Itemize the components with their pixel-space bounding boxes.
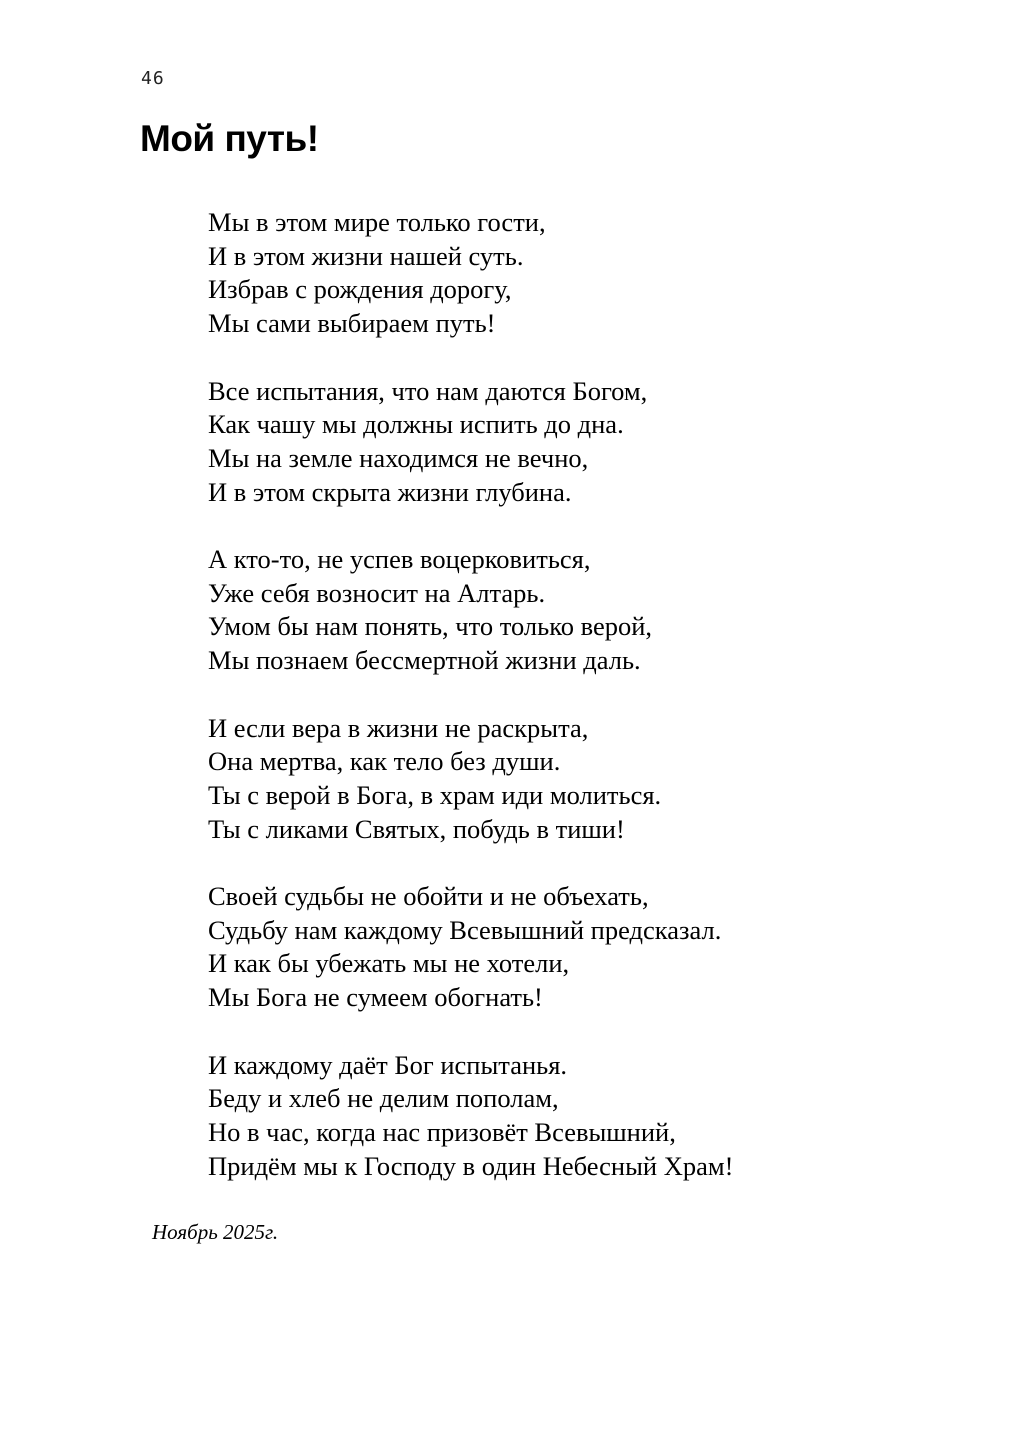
stanza: [208, 375, 733, 510]
poem-line: Своей судьбы не обойти и не объехать,: [208, 881, 649, 911]
poem-date: Ноябрь 2025г.: [152, 1220, 279, 1244]
stanza: [208, 543, 733, 678]
poem-line: Мы сами выбираем путь!: [208, 308, 496, 339]
poem-body: [208, 206, 733, 1217]
stanza: [208, 880, 733, 1015]
poem-line: Мы на земле находимся не вечно,: [208, 442, 589, 473]
stanza: [208, 206, 733, 341]
stanza: [208, 712, 733, 847]
poem-line: И в этом жизни нашей суть.: [208, 240, 524, 271]
poem-line: Придём мы к Господу в один Небесный Храм!: [208, 1150, 734, 1181]
stanza: [208, 1049, 733, 1184]
poem-line: И в этом скрыта жизни глубина.: [208, 476, 572, 507]
poem-line: Уже себя возносит на Алтарь.: [208, 577, 546, 608]
page-number: 46: [141, 68, 165, 89]
poem-line: Она мертва, как тело без души.: [208, 746, 561, 777]
poem-line: Ты с ликами Святых, побудь в тиши!: [208, 813, 625, 844]
poem-title: Мой путь!: [140, 118, 319, 159]
poem-line: Судьбу нам каждому Всевышний предсказал.: [208, 914, 722, 945]
poem-line: Как чашу мы должны испить до дна.: [208, 409, 624, 440]
poem-line: Все испытания, что нам даются Богом,: [208, 375, 648, 406]
poem-line: Беду и хлеб не делим пополам,: [208, 1083, 559, 1114]
poem-line: А кто-то, не успев воцерковиться,: [208, 544, 591, 574]
poem-line: Мы Бога не сумеем обогнать!: [208, 982, 543, 1013]
poem-line: Умом бы нам понять, что только верой,: [208, 611, 653, 642]
poem-line: И как бы убежать мы не хотели,: [208, 948, 570, 979]
poem-line: И каждому даёт Бог испытанья.: [208, 1049, 568, 1080]
poem-line: И если вера в жизни не раскрыта,: [208, 712, 589, 743]
poem-line: Мы в этом мире только гости,: [208, 207, 546, 237]
poem-line: Ты с верой в Бога, в храм иди молиться.: [208, 779, 662, 810]
poem-line: Но в час, когда нас призовёт Всевышний,: [208, 1116, 676, 1147]
poem-line: Избрав с рождения дорогу,: [208, 274, 512, 305]
poem-line: Мы познаем бессмертной жизни даль.: [208, 645, 641, 676]
